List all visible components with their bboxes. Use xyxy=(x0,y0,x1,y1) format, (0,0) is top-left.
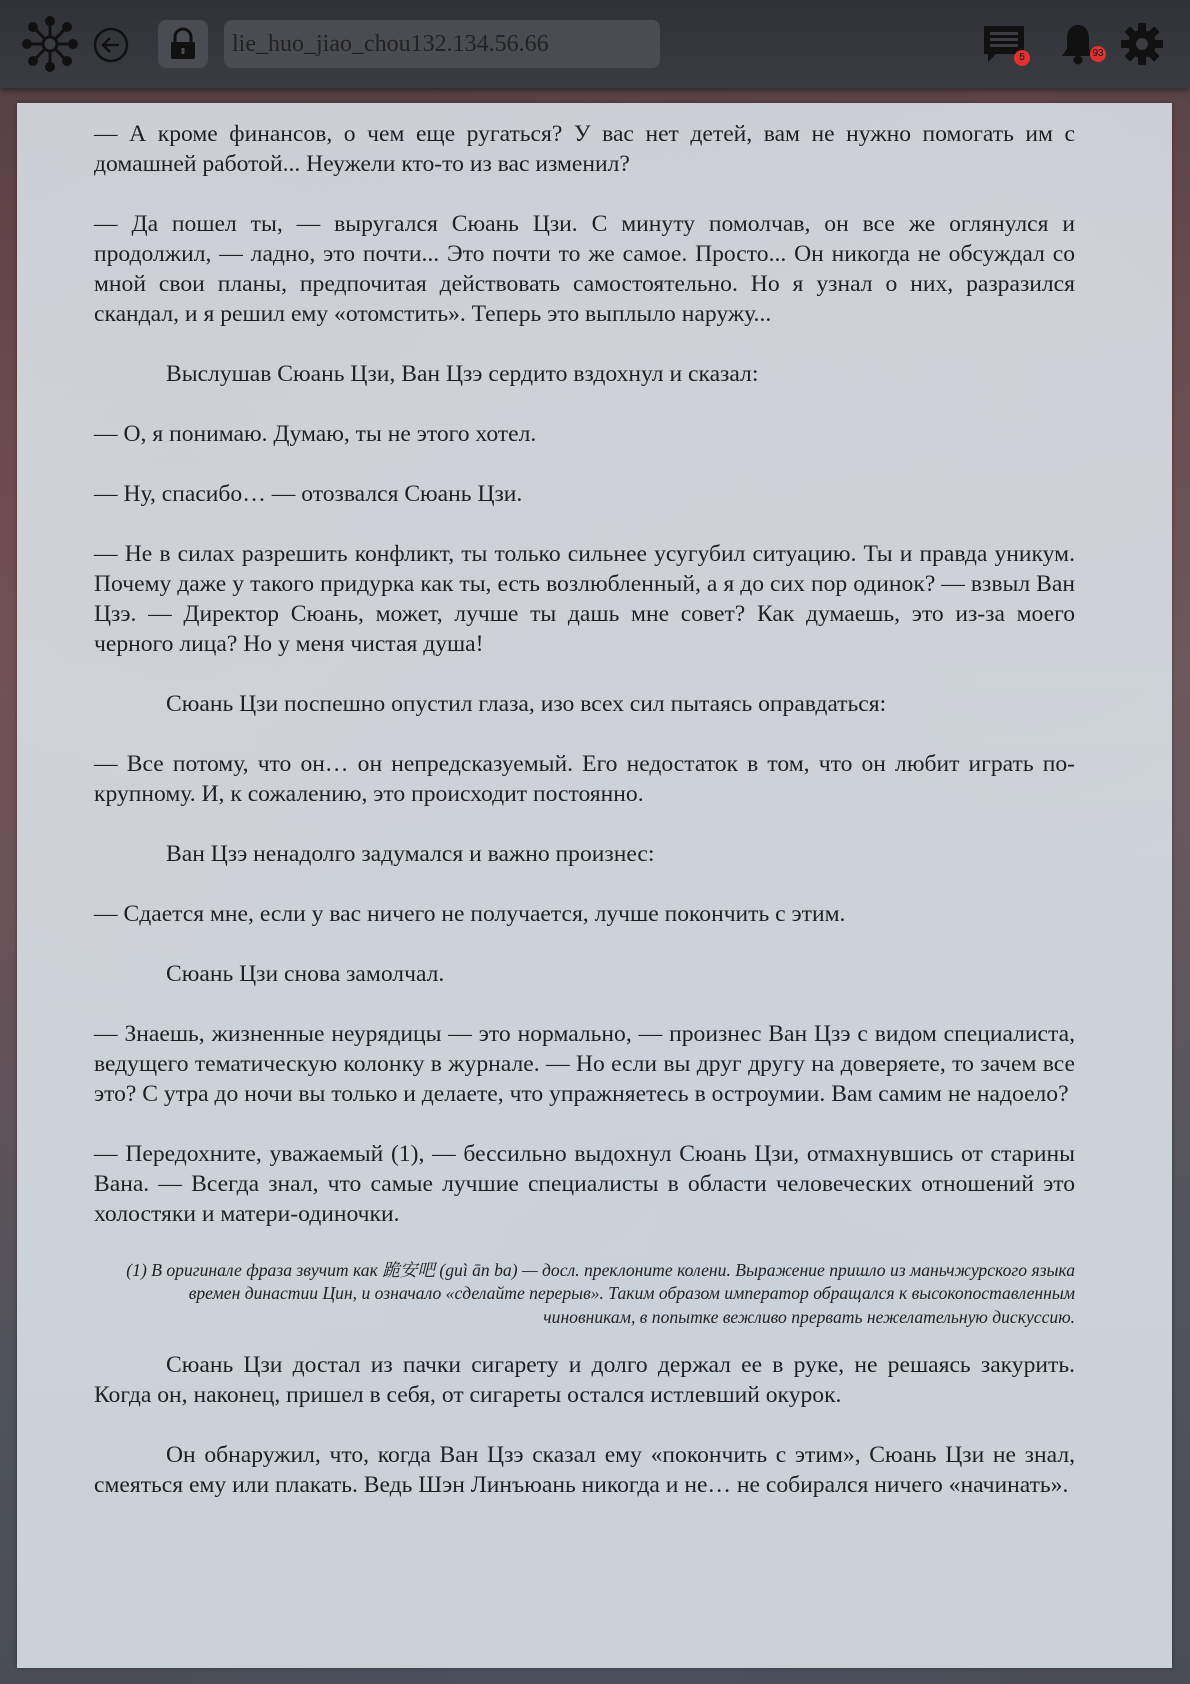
paragraph: — О, я понимаю. Думаю, ты не этого хотел. xyxy=(94,421,537,447)
paragraph: — Не в силах разрешить конфликт, ты только сильнее усугубил ситуацию. Ты и правда уникум. Почему даже у такого придурка как ты, есть возлюбленный, а я до сих пор одинок? — взвыл Ван Цзэ. — Директор Сюань, может, лучше ты дашь мне совет? Как думаешь, это из-за моего черного лица? Но у меня чистая душа! xyxy=(94,541,1075,657)
footnote: (1) В оригинале фраза звучит как 跪安吧 (guì ān ba) — досл. преклоните колени. Выражение пришло из маньчжурского языка времен династии Цин, и означало «сделайте перерыв». Таким образом император обращался к высокопоставленным чиновникам, в попытке вежливо прервать нежелательную дискуссию. xyxy=(126,1260,1075,1327)
paragraph: Сюань Цзи поспешно опустил глаза, изо всех сил пытаясь оправдаться: xyxy=(166,691,887,717)
paragraph: Сюань Цзи снова замолчал. xyxy=(166,961,445,987)
paragraph: — Сдается мне, если у вас ничего не получается, лучше покончить с этим. xyxy=(94,901,846,927)
paragraph: — Знаешь, жизненные неурядицы — это нормально, — произнес Ван Цзэ с видом специалиста, ведущего тематическую колонку в журнале. — Но если вы друг другу на доверяете, то зачем все это? С утра до ночи вы только и делаете, что упражняетесь в остроумии. Вам самим не надоело? xyxy=(94,1021,1075,1107)
paragraph: — Да пошел ты, — выругался Сюань Цзи. С минуту помолчав, он все же оглянулся и продолжил, — ладно, это почти... Это почти то же самое. Просто... Он никогда не обсуждал со мной свои планы, предпочитая действовать самостоятельно. Но я узнал о них, разразился скандал, и я решил ему «отомстить». Теперь это выплыло наружу... xyxy=(94,211,1075,327)
paragraph: Ван Цзэ ненадолго задумался и важно произнес: xyxy=(166,841,655,867)
message-icon[interactable] xyxy=(980,22,1028,66)
lock-icon[interactable] xyxy=(158,20,208,68)
network-logo-icon[interactable] xyxy=(22,16,78,72)
address-input[interactable] xyxy=(224,20,660,68)
paragraph: — А кроме финансов, о чем еще ругаться? У вас нет детей, вам не нужно помогать им с домашней работой... Неужели кто-то из вас изменил? xyxy=(94,121,1075,177)
notifications-badge: 93 xyxy=(1090,46,1106,62)
bell-icon[interactable] xyxy=(1056,20,1104,68)
paragraph: — Передохните, уважаемый (1), — бессильно выдохнул Сюань Цзи, отмахнувшись от старины Вана. — Всегда знал, что самые лучшие специалисты в области человеческих отношений это холостяки и матери-одиночки. xyxy=(94,1141,1075,1227)
back-arrow-icon[interactable] xyxy=(92,26,130,64)
messages-badge: 5 xyxy=(1014,50,1030,66)
paragraph: — Все потому, что он… он непредсказуемый. Его недостаток в том, что он любит играть по-крупному. И, к сожалению, это происходит постоянно. xyxy=(94,751,1075,807)
gear-icon[interactable] xyxy=(1118,20,1166,68)
paragraph: Сюань Цзи достал из пачки сигарету и долго держал ее в руке, не решаясь закурить. Когда он, наконец, пришел в себя, от сигареты остался истлевший окурок. xyxy=(94,1351,1075,1408)
paragraph: Выслушав Сюань Цзи, Ван Цзэ сердито вздохнул и сказал: xyxy=(166,361,759,387)
paragraph: Он обнаружил, что, когда Ван Цзэ сказал ему «покончить с этим», Сюань Цзи не знал, смеяться ему или плакать. Ведь Шэн Линъюань никогда и не… не собирался ничего «начинать». xyxy=(94,1441,1075,1498)
reader-panel xyxy=(17,103,1172,1668)
top-toolbar xyxy=(0,0,1190,88)
paragraph: — Ну, спасибо… — отозвался Сюань Цзи. xyxy=(94,481,523,507)
chapter-text xyxy=(94,119,1075,1530)
